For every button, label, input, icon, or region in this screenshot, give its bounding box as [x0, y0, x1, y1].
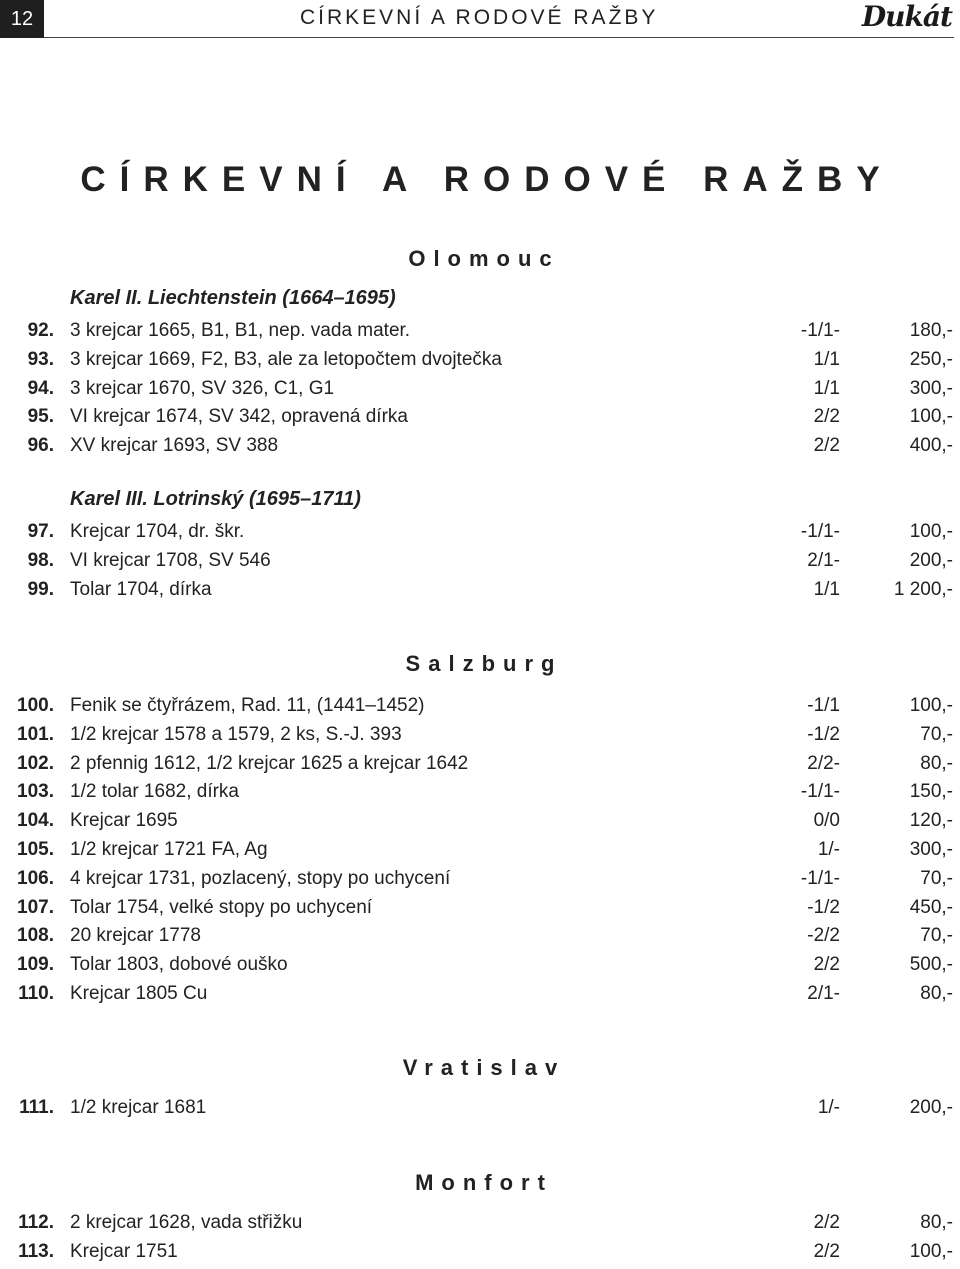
lot-row	[0, 378, 960, 406]
lot-price: 180,-	[909, 320, 953, 341]
lot-grade: 2/2	[813, 954, 840, 975]
lot-description: VI krejcar 1674, SV 342, opravená dírka	[70, 406, 408, 427]
lot-grade: 1/1	[813, 579, 840, 600]
lot-price: 500,-	[909, 954, 953, 975]
lot-grade: -1/2	[807, 897, 840, 918]
section-title-salzburg: Salzburg	[405, 651, 563, 676]
header-divider	[44, 37, 954, 38]
section-title-olomouc: Olomouc	[408, 246, 560, 271]
lot-price: 70,-	[920, 925, 953, 946]
lot-price: 450,-	[909, 897, 953, 918]
lot-row	[0, 983, 960, 1011]
lot-price: 250,-	[909, 349, 953, 370]
lot-description: Tolar 1803, dobové ouško	[70, 954, 288, 975]
lot-description: Krejcar 1751	[70, 1241, 178, 1262]
lot-price: 300,-	[909, 839, 953, 860]
lot-grade: 2/1-	[807, 983, 840, 1004]
lot-row	[0, 724, 960, 752]
lot-row	[0, 406, 960, 434]
lot-row	[0, 695, 960, 723]
lot-grade: 1/-	[817, 1097, 840, 1118]
lot-number: 98.	[27, 550, 54, 571]
lot-row	[0, 1241, 960, 1269]
lot-price: 100,-	[909, 521, 953, 542]
lot-row	[0, 781, 960, 809]
lot-number: 107.	[17, 897, 54, 918]
lot-row	[0, 579, 960, 607]
lot-row	[0, 435, 960, 463]
lot-row	[0, 1212, 960, 1240]
lot-description: 2 krejcar 1628, vada střižku	[70, 1212, 303, 1233]
lot-grade: 1/-	[817, 839, 840, 860]
lot-grade: -1/1-	[800, 320, 840, 341]
lot-row	[0, 897, 960, 925]
lot-row	[0, 839, 960, 867]
lot-grade: 2/2-	[807, 753, 840, 774]
lot-grade: 2/2	[813, 406, 840, 427]
lot-number: 106.	[17, 868, 54, 889]
lot-price: 100,-	[909, 695, 953, 716]
lot-row	[0, 349, 960, 377]
lot-price: 80,-	[920, 1212, 953, 1233]
lot-number: 110.	[18, 983, 54, 1004]
lot-price: 150,-	[909, 781, 953, 802]
lot-grade: 2/2	[813, 1212, 840, 1233]
lot-description: 4 krejcar 1731, pozlacený, stopy po uchycení	[70, 868, 451, 889]
lot-grade: -1/2	[807, 724, 840, 745]
lot-price: 200,-	[909, 1097, 953, 1118]
lot-price: 1 200,-	[893, 579, 953, 600]
lot-number: 109.	[17, 954, 54, 975]
lot-row	[0, 320, 960, 348]
lot-price: 120,-	[909, 810, 953, 831]
lot-grade: -1/1-	[800, 868, 840, 889]
brand-logo: Dukát	[861, 0, 952, 33]
lot-price: 400,-	[909, 435, 953, 456]
lot-grade: -2/2	[807, 925, 840, 946]
lot-description: 3 krejcar 1670, SV 326, C1, G1	[70, 378, 335, 399]
lot-description: 3 krejcar 1665, B1, B1, nep. vada mater.	[70, 320, 411, 341]
lot-row	[0, 1097, 960, 1125]
lot-number: 92.	[27, 320, 54, 341]
lot-grade: 2/1-	[807, 550, 840, 571]
lot-row	[0, 753, 960, 781]
page-number: 12	[0, 0, 44, 38]
lot-grade: -1/1-	[800, 521, 840, 542]
lot-number: 93.	[27, 349, 54, 370]
lot-description: 1/2 krejcar 1681	[70, 1097, 207, 1118]
lot-number: 108.	[17, 925, 54, 946]
lot-number: 113.	[18, 1241, 54, 1262]
lot-number: 105.	[17, 839, 54, 860]
lot-price: 300,-	[909, 378, 953, 399]
lot-price: 200,-	[909, 550, 953, 571]
lot-grade: 2/2	[813, 1241, 840, 1262]
lot-number: 100.	[17, 695, 54, 716]
lot-row	[0, 954, 960, 982]
lot-number: 97.	[27, 521, 54, 542]
lot-description: Krejcar 1695	[70, 810, 178, 831]
lot-description: 1/2 tolar 1682, dírka	[70, 781, 239, 802]
running-head: CÍRKEVNÍ A RODOVÉ RAŽBY	[300, 6, 659, 29]
lot-description: XV krejcar 1693, SV 388	[70, 435, 279, 456]
lot-grade: 2/2	[813, 435, 840, 456]
lot-description: Fenik se čtyřrázem, Rad. 11, (1441–1452)	[70, 695, 425, 716]
lot-price: 100,-	[909, 406, 953, 427]
lot-description: Tolar 1754, velké stopy po uchycení	[70, 897, 373, 918]
lot-grade: -1/1	[807, 695, 840, 716]
lot-number: 103.	[17, 781, 54, 802]
lot-row	[0, 521, 960, 549]
lot-price: 80,-	[920, 983, 953, 1004]
lot-row	[0, 868, 960, 896]
lot-description: 1/2 krejcar 1578 a 1579, 2 ks, S.-J. 393	[70, 724, 402, 745]
subsection-title-karel-iii: Karel III. Lotrinský (1695–1711)	[70, 488, 361, 510]
lot-description: Tolar 1704, dírka	[70, 579, 212, 600]
lot-number: 99.	[27, 579, 54, 600]
lot-grade: -1/1-	[800, 781, 840, 802]
lot-description: Krejcar 1704, dr. škr.	[70, 521, 245, 542]
lot-description: 20 krejcar 1778	[70, 925, 201, 946]
lot-number: 101.	[17, 724, 54, 745]
lot-grade: 1/1	[813, 349, 840, 370]
lot-row	[0, 550, 960, 578]
section-title-monfort: Monfort	[415, 1170, 553, 1195]
lot-row	[0, 925, 960, 953]
lot-number: 111.	[19, 1097, 54, 1118]
lot-grade: 0/0	[813, 810, 840, 831]
lot-number: 95.	[27, 406, 54, 427]
lot-description: 1/2 krejcar 1721 FA, Ag	[70, 839, 268, 860]
lot-grade: 1/1	[813, 378, 840, 399]
lot-price: 80,-	[920, 753, 953, 774]
lot-number: 94.	[27, 378, 54, 399]
lot-price: 100,-	[909, 1241, 953, 1262]
page-title: CÍRKEVNÍ A RODOVÉ RAŽBY	[80, 160, 894, 199]
lot-number: 112.	[18, 1212, 54, 1233]
section-title-vratislav: Vratislav	[402, 1055, 566, 1080]
lot-row	[0, 810, 960, 838]
lot-description: Krejcar 1805 Cu	[70, 983, 208, 1004]
lot-description: 2 pfennig 1612, 1/2 krejcar 1625 a krejcar 1642	[70, 753, 469, 774]
lot-number: 102.	[17, 753, 54, 774]
subsection-title-karel-ii: Karel II. Liechtenstein (1664–1695)	[70, 287, 396, 309]
lot-number: 104.	[17, 810, 54, 831]
lot-price: 70,-	[920, 724, 953, 745]
lot-number: 96.	[27, 435, 54, 456]
lot-price: 70,-	[920, 868, 953, 889]
lot-description: VI krejcar 1708, SV 546	[70, 550, 271, 571]
lot-description: 3 krejcar 1669, F2, B3, ale za letopočtem dvojtečka	[70, 349, 502, 370]
